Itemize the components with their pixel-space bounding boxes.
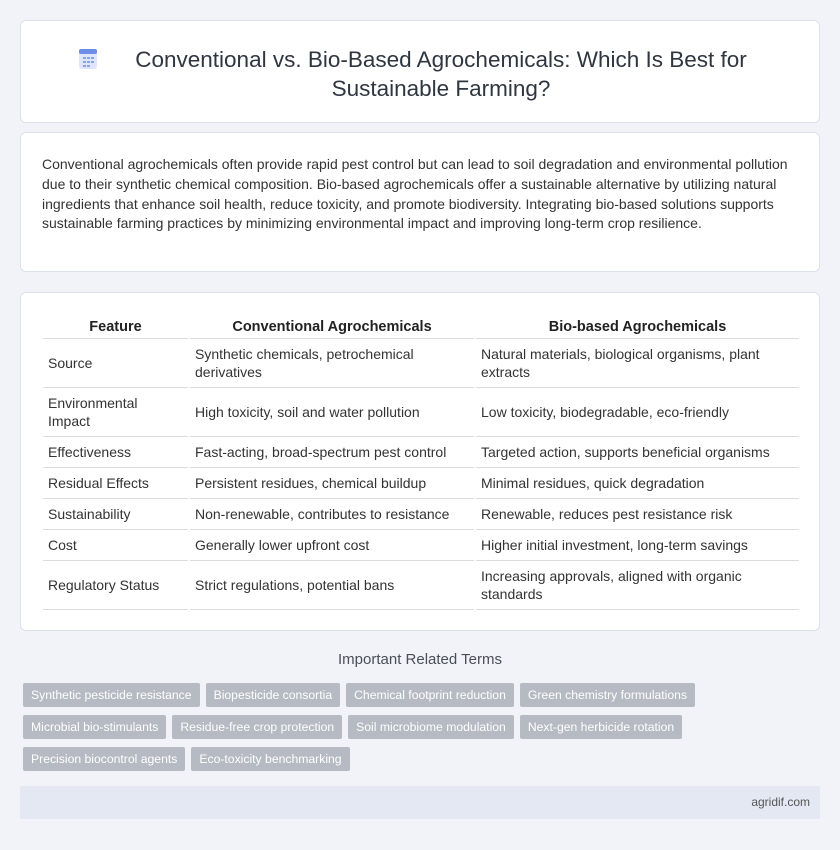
related-term-tag[interactable]: Green chemistry formulations	[520, 683, 695, 707]
table-cell: Fast-acting, broad-spectrum pest control	[189, 437, 475, 468]
table-cell: High toxicity, soil and water pollution	[189, 388, 475, 437]
table-cell: Generally lower upfront cost	[189, 530, 475, 561]
table-cell: Source	[43, 339, 189, 388]
table-cell: Residual Effects	[43, 468, 189, 499]
column-header: Bio-based Agrochemicals	[475, 315, 799, 339]
related-term-tag[interactable]: Biopesticide consortia	[206, 683, 341, 707]
column-header: Feature	[43, 315, 189, 339]
table-cell: Synthetic chemicals, petrochemical derivatives	[189, 339, 475, 388]
page-title: Conventional vs. Bio-Based Agrochemicals: Which Is Best for Sustainable Farming?	[135, 47, 747, 101]
related-term-tag[interactable]: Next-gen herbicide rotation	[520, 715, 682, 739]
comparison-table	[43, 315, 799, 610]
related-term-tag[interactable]: Synthetic pesticide resistance	[23, 683, 200, 707]
related-term-tag[interactable]: Precision biocontrol agents	[23, 747, 185, 771]
intro-paragraph: Conventional agrochemicals often provide rapid pest control but can lead to soil degradation and environmental pollution due to their synthetic chemical composition. Bio-based agrochemicals offer a sustainable alternative by utilizing natural ingredients that enhance soil health, reduce toxicity, and promote biodiversity. Integrating bio-based solutions supports sustainable farming practices by minimizing environmental impact and improving long-term crop resilience.	[42, 156, 788, 232]
comparison-table-card	[20, 292, 820, 631]
intro-card	[20, 132, 820, 272]
table-cell: Renewable, reduces pest resistance risk	[475, 499, 799, 530]
table-row	[43, 437, 799, 468]
table-cell: Persistent residues, chemical buildup	[189, 468, 475, 499]
related-terms-heading: Important Related Terms	[338, 651, 502, 668]
table-cell: Regulatory Status	[43, 561, 189, 610]
table-cell: Natural materials, biological organisms, plant extracts	[475, 339, 799, 388]
column-header: Conventional Agrochemicals	[189, 315, 475, 339]
table-row	[43, 468, 799, 499]
related-term-tag[interactable]: Soil microbiome modulation	[348, 715, 514, 739]
table-row	[43, 499, 799, 530]
table-cell: Increasing approvals, aligned with organic standards	[475, 561, 799, 610]
table-cell: Higher initial investment, long-term savings	[475, 530, 799, 561]
table-header-row	[43, 315, 799, 339]
table-row	[43, 530, 799, 561]
related-term-tag[interactable]: Eco-toxicity benchmarking	[191, 747, 349, 771]
related-term-tag[interactable]: Residue-free crop protection	[172, 715, 342, 739]
table-cell: Minimal residues, quick degradation	[475, 468, 799, 499]
table-row	[43, 339, 799, 388]
footer	[20, 786, 820, 819]
table-cell: Strict regulations, potential bans	[189, 561, 475, 610]
related-term-tag[interactable]: Chemical footprint reduction	[346, 683, 514, 707]
table-cell: Cost	[43, 530, 189, 561]
related-term-tag[interactable]: Microbial bio-stimulants	[23, 715, 166, 739]
table-cell: Targeted action, supports beneficial organisms	[475, 437, 799, 468]
table-row	[43, 388, 799, 437]
table-cell: Low toxicity, biodegradable, eco-friendly	[475, 388, 799, 437]
footer-site-link[interactable]: agridif.com	[751, 795, 810, 809]
title-card	[20, 20, 820, 123]
table-cell: Non-renewable, contributes to resistance	[189, 499, 475, 530]
table-cell: Effectiveness	[43, 437, 189, 468]
related-terms-list	[23, 683, 723, 771]
table-cell: Sustainability	[43, 499, 189, 530]
table-cell: Environmental Impact	[43, 388, 189, 437]
table-row	[43, 561, 799, 610]
